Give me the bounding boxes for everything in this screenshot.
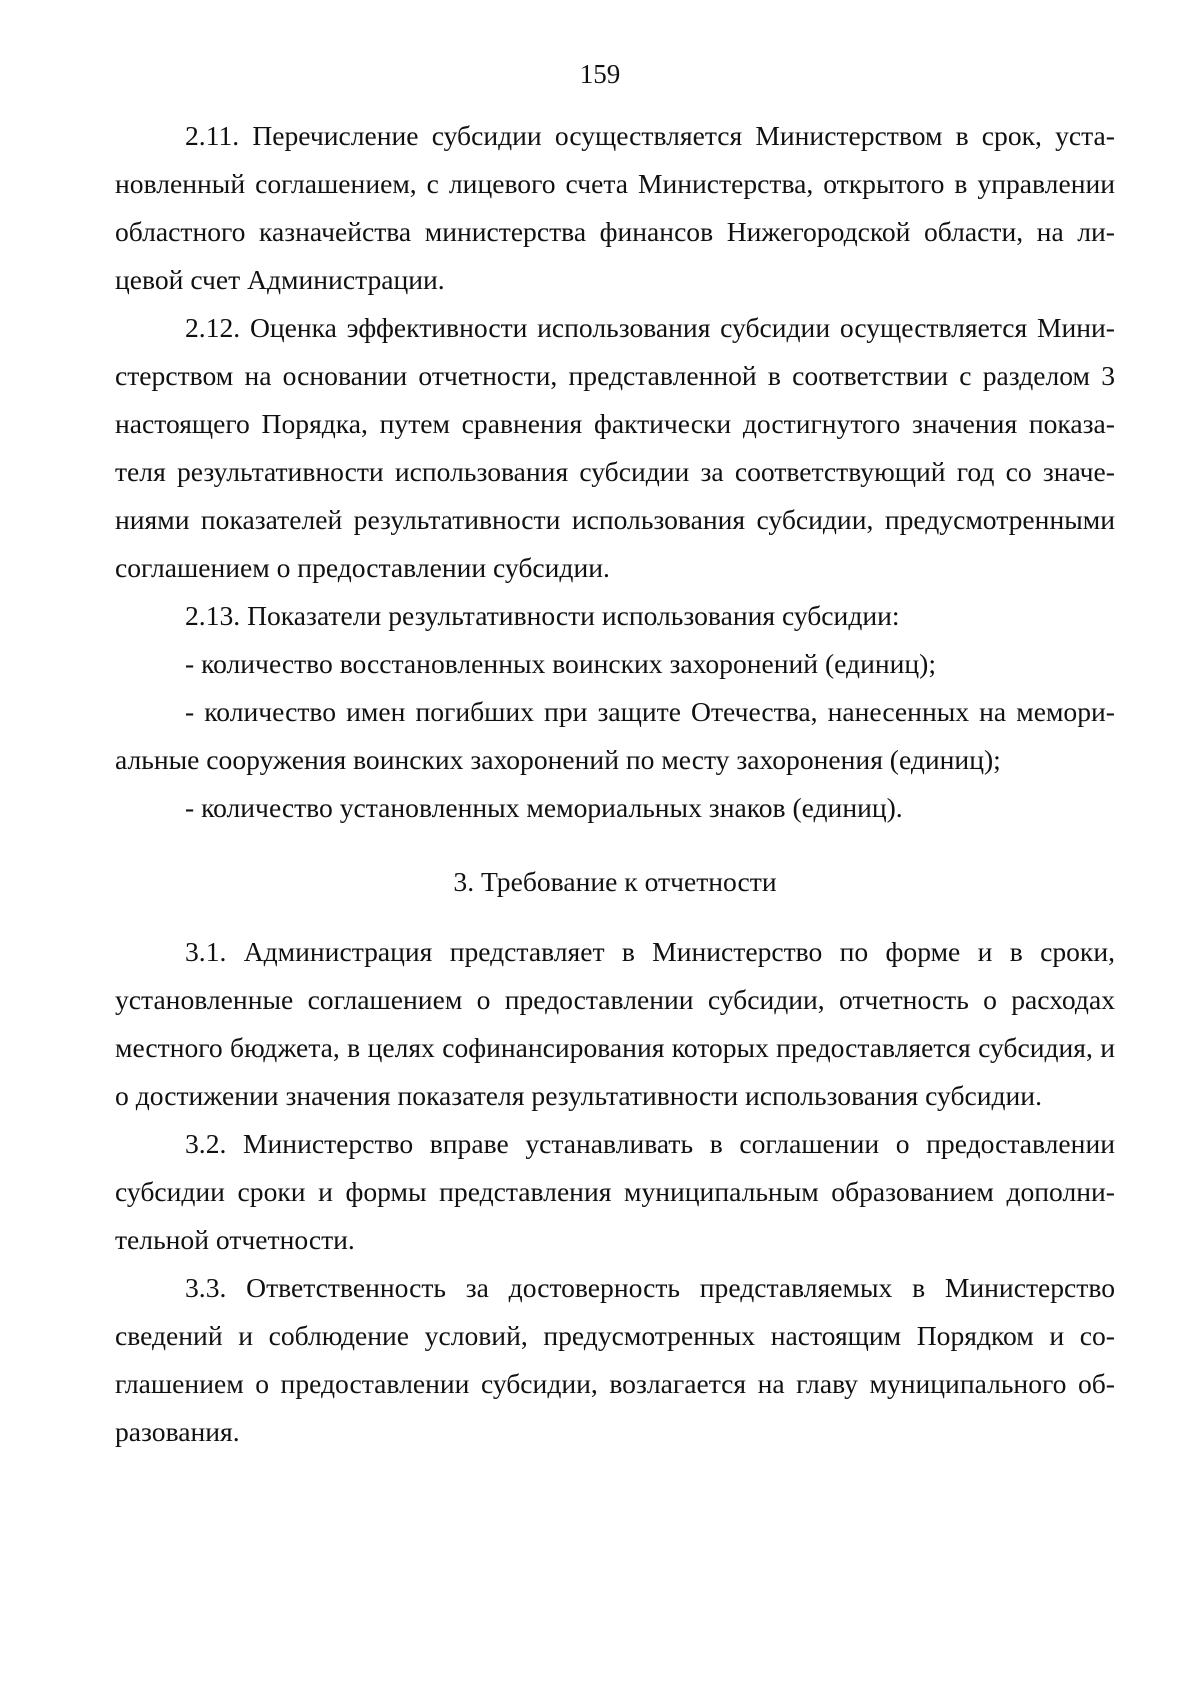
paragraph-2-11: 2.11. Перечисление субсидии осуществляется Министерством в срок, установленный соглашением, с лицевого счета Министерства, открытого в управлении областного казначейства министерства финансов Нижегородской области, на лицевой счет Администрации. (115, 120, 1115, 295)
paragraph-3-1: 3.1. Администрация представляет в Министерство по форме и в сроки, установленные соглашением о предоставлении субсидии, отчетность о расходах местного бюджета, в целях софинансирования которых предоставляется субсидия, и о достижении значения показателя результативности использования субсидии. (115, 936, 1115, 1111)
page-number: 159 (579, 59, 621, 89)
document-body (115, 112, 1115, 1456)
indicator-item: - количество установленных мемориальных знаков (единиц). (185, 792, 903, 823)
indicator-item: - количество имен погибших при защите Отечества, нанесенных на мемориальные сооружения воинских захоронений по месту захоронения (единиц); (115, 696, 1115, 775)
paragraph-3-3: 3.3. Ответственность за достоверность представляемых в Министерство сведений и соблюдение условий, предусмотренных настоящим Порядком и соглашением о предоставлении субсидии, возлагается на главу муниципального образования. (115, 1272, 1115, 1447)
indicator-item: - количество восстановленных воинских захоронений (единиц); (185, 648, 937, 679)
paragraph-2-13: 2.13. Показатели результативности использования субсидии: (185, 600, 900, 631)
paragraph-2-12: 2.12. Оценка эффективности использования субсидии осуществляется Министерством на основании отчетности, представленной в соответствии с разделом 3 настоящего Порядка, путем сравнения фактически достигнутого значения показателя результативности использования субсидии за соответствующий год со значениями показателей результативности использования субсидии, предусмотренными соглашением о предоставлении субсидии. (115, 312, 1115, 583)
section-heading: 3. Требование к отчетности (453, 866, 777, 897)
paragraph-3-2: 3.2. Министерство вправе устанавливать в соглашении о предоставлении субсидии сроки и формы представления муниципальным образованием дополнительной отчетности. (115, 1128, 1115, 1255)
